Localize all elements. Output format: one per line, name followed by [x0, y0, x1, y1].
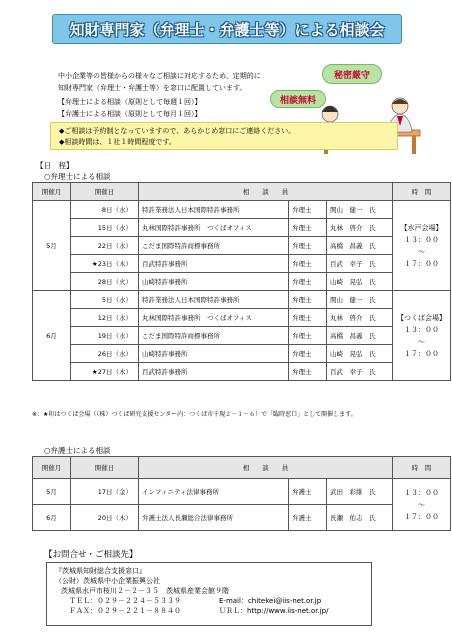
- patent-section-label: ○弁理士による相談: [44, 172, 111, 181]
- date-cell: 22日（水）: [71, 237, 139, 255]
- table-row: [33, 237, 451, 255]
- venue-label: 【水戸会場】: [400, 223, 443, 232]
- role-cell: 弁理士: [289, 327, 327, 345]
- header-date: 開催日: [71, 183, 139, 201]
- time-cell: [393, 201, 451, 291]
- intro-line: 【弁護士による相談（原則として毎月１回）】: [58, 110, 202, 118]
- date-cell: ★23日（木）: [71, 255, 139, 273]
- role-cell: 弁護士: [289, 505, 327, 531]
- date-cell: 15日（水）: [71, 219, 139, 237]
- page-title: 知財専門家（弁理士・弁護士等）による相談会: [52, 14, 402, 44]
- contact-fax: ＦＡＸ：０２９－２２１－８８４０: [69, 607, 181, 615]
- name-cell: 関山 健一 氏: [327, 291, 393, 309]
- role-cell: 弁護士: [289, 479, 327, 505]
- month-cell: 5月: [33, 479, 71, 505]
- date-cell: 19日（水）: [71, 327, 139, 345]
- office-cell: こだま国際特許商標事務所: [139, 237, 289, 255]
- date-cell: 8日（水）: [71, 201, 139, 219]
- month-cell: 5月: [33, 201, 71, 291]
- name-cell: 百武 幸子 氏: [327, 255, 393, 273]
- time-tilde: ～: [418, 247, 425, 256]
- contact-address: 茨城県水戸市桜川２－２－３５ 茨城県産業会館９階: [61, 587, 229, 595]
- role-cell: 弁理士: [289, 237, 327, 255]
- contact-box: [46, 562, 372, 626]
- name-cell: 丸林 啓介 氏: [327, 309, 393, 327]
- table-row: [33, 479, 451, 505]
- name-cell: 百武 幸子 氏: [327, 363, 393, 381]
- name-cell: 武田 彩維 氏: [327, 479, 393, 505]
- name-cell: 長瀬 佑志 氏: [327, 505, 393, 531]
- table-row: [33, 201, 451, 219]
- date-cell: 28日（火）: [71, 273, 139, 291]
- time-start: １３：００: [404, 488, 439, 497]
- name-cell: 山崎 晃弘 氏: [327, 273, 393, 291]
- time-tilde: ～: [418, 337, 425, 346]
- office-cell: こだま国際特許商標事務所: [139, 327, 289, 345]
- contact-url[interactable]: ＵＲＬ：http://www.iis-net.or.jp/: [219, 607, 329, 615]
- name-cell: 関山 健一 氏: [327, 201, 393, 219]
- table-row: [33, 327, 451, 345]
- time-end: １７：００: [404, 349, 439, 358]
- office-cell: 特許業務法人日本国際特許事務所: [139, 291, 289, 309]
- office-cell: 丸林国際特許事務所 つくばオフィス: [139, 309, 289, 327]
- time-cell: [393, 291, 451, 381]
- office-cell: 弁護士法人長瀬総合法律事務所: [139, 505, 289, 531]
- office-cell: 百武特許事務所: [139, 255, 289, 273]
- table-header-row: [33, 457, 451, 479]
- confidential-badge: 秘密厳守: [322, 64, 382, 84]
- name-cell: 高橋 昌義 氏: [327, 327, 393, 345]
- month-cell: 6月: [33, 505, 71, 531]
- date-cell: 26日（水）: [71, 345, 139, 363]
- date-cell: ★27日（木）: [71, 363, 139, 381]
- role-cell: 弁理士: [289, 219, 327, 237]
- table-row: [33, 219, 451, 237]
- header-time: 時 間: [393, 183, 451, 201]
- role-cell: 弁理士: [289, 363, 327, 381]
- free-badge: 相談無料: [270, 90, 326, 108]
- time-start: １３：００: [404, 235, 439, 244]
- role-cell: 弁理士: [289, 273, 327, 291]
- role-cell: 弁理士: [289, 309, 327, 327]
- contact-tel: ＴＥＬ：０２９－２２４－５３３９: [69, 597, 181, 605]
- date-cell: 5日（水）: [71, 291, 139, 309]
- role-cell: 弁理士: [289, 345, 327, 363]
- office-cell: 特許業務法人日本国際特許事務所: [139, 201, 289, 219]
- table-row: [33, 255, 451, 273]
- intro-line: 知財専門家（弁理士・弁護士等）を窓口に配置しています。: [58, 84, 247, 92]
- header-month: 開催月: [33, 457, 71, 479]
- table-row: [33, 291, 451, 309]
- intro-line: 中小企業等の皆様からの様々なご相談に対応するため、定期的に: [58, 72, 261, 80]
- venue-footnote: ※：★印はつくば会場（（株）つくば研究支援センター内：つくば市千現２－１－６）で「臨時窓口」として開催します。: [32, 411, 357, 418]
- intro-line: 【弁理士による相談（原則として毎週１回）】: [58, 98, 202, 106]
- date-cell: 20日（木）: [71, 505, 139, 531]
- role-cell: 弁理士: [289, 255, 327, 273]
- contact-email[interactable]: E-mail：chitekei@iis-net.or.jp: [219, 597, 322, 605]
- office-cell: 山崎特許事務所: [139, 273, 289, 291]
- reservation-notice: [50, 122, 398, 150]
- table-row: [33, 363, 451, 381]
- time-tilde: ～: [418, 500, 425, 509]
- role-cell: 弁理士: [289, 291, 327, 309]
- header-date: 開催日: [71, 457, 139, 479]
- header-consultant: 相 談 員: [139, 183, 393, 201]
- month-cell: 6月: [33, 291, 71, 381]
- time-end: １７：００: [404, 259, 439, 268]
- name-cell: 丸林 啓介 氏: [327, 219, 393, 237]
- contact-line: 『茨城県知財総合支援窓口』: [55, 567, 146, 575]
- date-cell: 12日（水）: [71, 309, 139, 327]
- intro-text: [58, 70, 298, 120]
- notice-line: ◆相談時間は、１社１時間程度です。: [59, 138, 176, 146]
- header-time: 時 間: [393, 457, 451, 479]
- time-end: １７：００: [404, 512, 439, 521]
- office-cell: 山崎特許事務所: [139, 345, 289, 363]
- patent-schedule-table: [32, 182, 451, 381]
- header-month: 開催月: [33, 183, 71, 201]
- time-start: １３：００: [404, 325, 439, 334]
- time-cell: [393, 479, 451, 531]
- schedule-heading: 【日 程】: [36, 161, 74, 170]
- header-consultant: 相 談 員: [139, 457, 393, 479]
- name-cell: 山崎 晃弘 氏: [327, 345, 393, 363]
- office-cell: 百武特許事務所: [139, 363, 289, 381]
- notice-line: ◆ご相談は予約制となっていますので、あらかじめ窓口にご連絡ください。: [59, 127, 296, 135]
- office-cell: 丸林国際特許事務所 つくばオフィス: [139, 219, 289, 237]
- table-row: [33, 273, 451, 291]
- office-cell: インフィニティ法律事務所: [139, 479, 289, 505]
- venue-label: 【つくば会場】: [397, 313, 446, 322]
- role-cell: 弁理士: [289, 201, 327, 219]
- date-cell: 17日（金）: [71, 479, 139, 505]
- table-header-row: [33, 183, 451, 201]
- contact-line: （公財）茨城県中小企業振興公社: [55, 577, 160, 585]
- lawyer-schedule-table: [32, 456, 451, 531]
- contact-heading: 【お問合せ・ご相談先】: [44, 550, 138, 560]
- table-row: [33, 309, 451, 327]
- table-row: [33, 345, 451, 363]
- table-row: [33, 505, 451, 531]
- name-cell: 高橋 昌義 氏: [327, 237, 393, 255]
- lawyer-section-label: ○弁護士による相談: [44, 446, 111, 455]
